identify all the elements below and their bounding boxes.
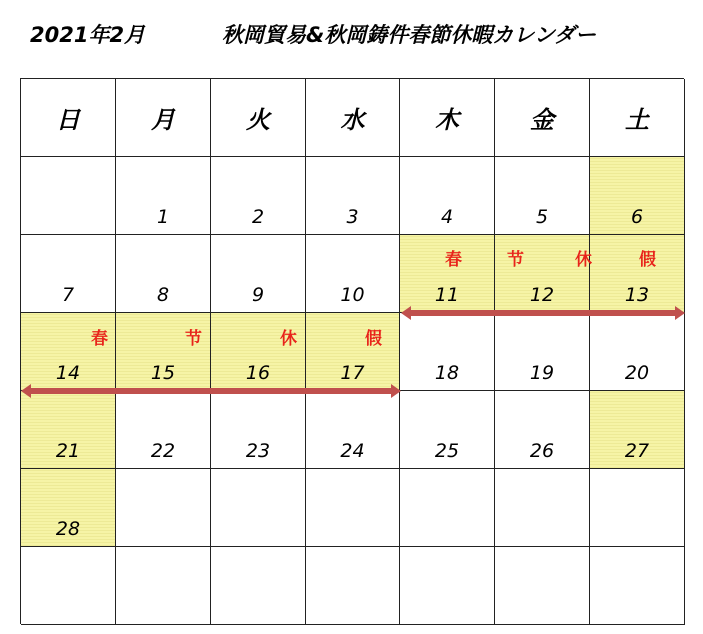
day-number: 20 (624, 362, 650, 384)
day-number: 27 (624, 440, 650, 462)
day-cell-12 (495, 235, 590, 313)
day-cell-15 (116, 313, 211, 391)
day-cell-27 (590, 391, 685, 469)
empty-day-cell (495, 469, 590, 547)
day-cell-5 (495, 157, 590, 235)
empty-day-cell (306, 547, 400, 625)
empty-day-cell (495, 547, 590, 625)
holiday-label-char: 节 (185, 329, 202, 349)
day-cell-23 (211, 391, 306, 469)
day-cell-24 (306, 391, 400, 469)
weekday-fri: 金 (495, 79, 590, 157)
holiday-label-char: 春 (91, 329, 108, 349)
title-month: 2021年2月 (30, 23, 146, 47)
empty-day-cell (400, 547, 495, 625)
day-cell-26 (495, 391, 590, 469)
day-number: 2 (251, 206, 265, 228)
day-cell-25 (400, 391, 495, 469)
empty-day-cell (21, 157, 116, 235)
calendar-title (0, 18, 703, 52)
day-number: 26 (529, 440, 555, 462)
empty-day-cell (21, 547, 116, 625)
day-cell-21 (21, 391, 116, 469)
holiday-span-arrow (409, 310, 677, 316)
day-number: 3 (346, 206, 359, 228)
day-cell-7 (21, 235, 116, 313)
day-number: 7 (61, 284, 75, 306)
day-cell-3 (306, 157, 400, 235)
weekday-mon: 月 (116, 79, 211, 157)
day-number: 10 (340, 284, 365, 306)
day-cell-18 (400, 313, 495, 391)
weekday-header-row (21, 79, 684, 157)
empty-day-cell (400, 469, 495, 547)
day-number: 1 (156, 206, 170, 228)
holiday-label-char: 假 (639, 250, 656, 270)
day-number: 15 (150, 362, 176, 384)
day-cell-2 (211, 157, 306, 235)
holiday-label-char: 春 (445, 250, 462, 270)
day-number: 12 (529, 284, 555, 306)
weekday-sat: 土 (590, 79, 685, 157)
day-cell-4 (400, 157, 495, 235)
day-number: 14 (55, 362, 81, 384)
day-number: 22 (150, 440, 176, 462)
day-number: 25 (434, 440, 460, 462)
day-number: 17 (340, 362, 365, 384)
empty-day-cell (116, 469, 211, 547)
calendar-grid (20, 78, 684, 624)
empty-day-cell (306, 469, 400, 547)
empty-day-cell (116, 547, 211, 625)
day-number: 19 (529, 362, 555, 384)
holiday-label-char: 休 (280, 329, 297, 349)
day-number: 28 (55, 518, 81, 540)
day-number: 5 (535, 206, 549, 228)
day-number: 24 (340, 440, 365, 462)
day-number: 21 (55, 440, 81, 462)
empty-day-cell (590, 547, 685, 625)
day-cell-20 (590, 313, 685, 391)
day-cell-1 (116, 157, 211, 235)
holiday-label-char: 节 (507, 250, 524, 270)
day-cell-17 (306, 313, 400, 391)
day-number: 18 (434, 362, 460, 384)
holiday-label-char: 休 (575, 250, 592, 270)
empty-day-cell (211, 547, 306, 625)
day-cell-22 (116, 391, 211, 469)
day-number: 8 (156, 284, 170, 306)
day-cell-6 (590, 157, 685, 235)
day-number: 23 (245, 440, 271, 462)
day-cell-19 (495, 313, 590, 391)
weekday-wed: 水 (306, 79, 400, 157)
weekday-thu: 木 (400, 79, 495, 157)
day-number: 6 (630, 206, 644, 228)
weekday-tue: 火 (211, 79, 306, 157)
empty-day-cell (590, 469, 685, 547)
day-cell-9 (211, 235, 306, 313)
day-cell-13 (590, 235, 685, 313)
day-cell-8 (116, 235, 211, 313)
day-cell-11 (400, 235, 495, 313)
day-cell-28 (21, 469, 116, 547)
title-name: 秋岡貿易&秋岡鋳件春節休暇カレンダー (222, 23, 596, 47)
empty-day-cell (211, 469, 306, 547)
day-number: 9 (251, 284, 265, 306)
day-number: 13 (624, 284, 650, 306)
holiday-label-char: 假 (365, 329, 382, 349)
day-cell-10 (306, 235, 400, 313)
day-number: 11 (434, 284, 460, 306)
day-cell-14 (21, 313, 116, 391)
day-number: 16 (245, 362, 271, 384)
day-number: 4 (440, 206, 454, 228)
weekday-sun: 日 (21, 79, 116, 157)
holiday-span-arrow (29, 388, 393, 394)
day-cell-16 (211, 313, 306, 391)
